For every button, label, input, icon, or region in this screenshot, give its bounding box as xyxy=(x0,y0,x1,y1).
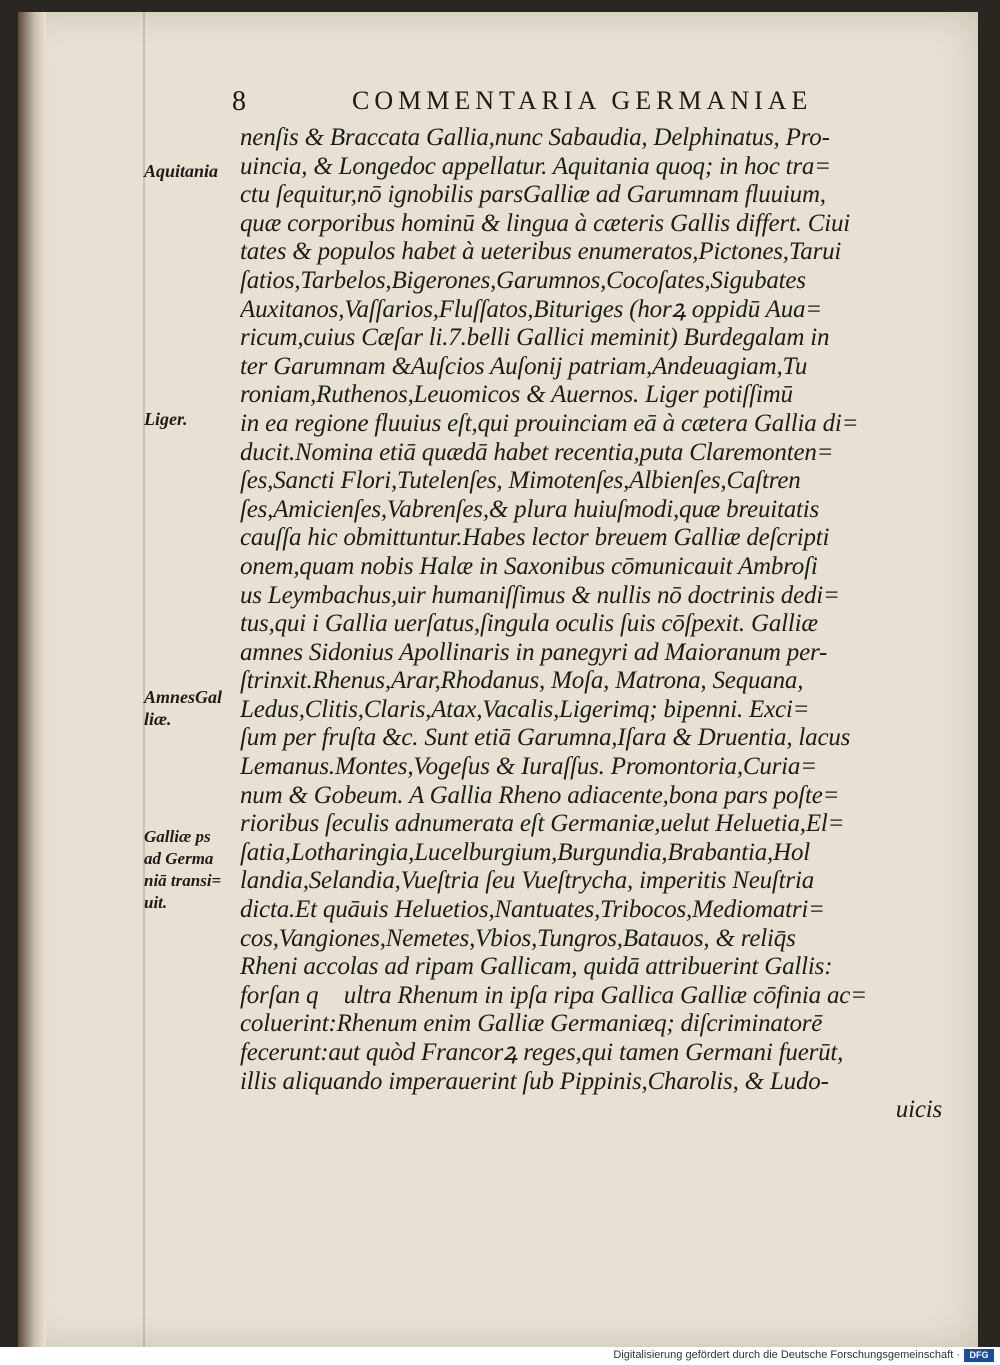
margin-note-line: AmnesGal xyxy=(144,687,223,707)
text-line: ctu ſequitur,nō ignobilis parsGalliæ ad Garumnam fluuium, xyxy=(240,181,826,209)
text-line: tates & populos habet à ueteribus enumeratos,Pictones,Tarui xyxy=(240,238,842,266)
text-line: num & Gobeum. A Gallia Rheno adiacente,bona pars poſte= xyxy=(240,781,840,809)
margin-note-line: uit. xyxy=(144,893,168,912)
margin-shadow xyxy=(143,12,145,1347)
margin-note-line: Aquitania xyxy=(144,161,219,181)
dfg-logo-icon: DFG xyxy=(964,1349,994,1362)
margin-note-galliae-pars xyxy=(144,826,244,914)
page-header xyxy=(18,86,978,126)
text-line: ſatia,Lotharingia,Lucelburgium,Burgundia,Brabantia,Hol xyxy=(240,838,811,866)
text-line: quæ corporibus hominū & lingua à cæteris Gallis differt. Ciui xyxy=(240,209,851,237)
text-line: cos,Vangiones,Nemetes,Vbios,Tungros,Batauos, & reliq̄s xyxy=(240,924,796,952)
text-line: in ea regione fluuius eſt,qui prouinciam eā à cætera Gallia di= xyxy=(240,409,859,437)
text-line: illis aliquando imperauerint ſub Pippinis,Charolis, & Ludo- xyxy=(240,1067,829,1095)
text-line: Ledus,Clitis,Claris,Atax,Vacalis,Ligerimq; bipenni. Exci= xyxy=(240,695,810,723)
book-spine xyxy=(18,12,46,1347)
text-line: ter Garumnam &Auſcios Auſonij patriam,Andeuagiam,Tu xyxy=(240,352,808,380)
text-line: coluerint:Rhenum enim Galliæ Germaniæq; diſcriminatorē xyxy=(240,1010,823,1038)
text-line: fecerunt:aut quòd Francorꝝ reges,qui tamen Germani fuerūt, xyxy=(240,1039,844,1066)
margin-note-line: ad Germa xyxy=(144,849,214,868)
digitization-footer xyxy=(0,1347,1000,1365)
text-line: Auxitanos,Vaſſarios,Fluſſatos,Bituriges (horꝝ oppidū Aua= xyxy=(240,295,822,323)
text-line: uincia, & Longedoc appellatur. Aquitania quoq; in hoc tra= xyxy=(240,152,831,180)
book-page xyxy=(18,12,978,1347)
text-line: landia,Selandia,Vueſtria ſeu Vueſtrycha, imperitis Neuſtria xyxy=(240,867,815,895)
running-title: COMMENTARIA GERMANIAE xyxy=(352,86,813,115)
text-line: onem,quam nobis Halæ in Saxonibus cōmunicauit Ambroſi xyxy=(240,552,818,580)
margin-note-line: Liger. xyxy=(144,409,188,429)
text-line: dicta.Et quāuis Heluetios,Nantuates,Tribocos,Mediomatri= xyxy=(240,896,825,924)
text-line: Rheni accolas ad ripam Gallicam, quidā attribuerint Gallis: xyxy=(240,953,833,981)
margin-note-liger xyxy=(144,408,244,430)
margin-note-line: liæ. xyxy=(144,709,172,729)
text-line: ſes,Sancti Flori,Tutelenſes, Mimotenſes,Albienſes,Caſtren xyxy=(240,467,801,495)
text-line: roniam,Ruthenos,Leuomicos & Auernos. Liger potiſſimū xyxy=(240,381,793,409)
footer-credit: Digitalisierung gefördert durch die Deutsche Forschungsgemeinschaft · xyxy=(613,1349,960,1361)
text-line: Lemanus.Montes,Vogeſus & Iuraſſus. Promontoria,Curia= xyxy=(240,753,817,781)
page-number: 8 xyxy=(232,86,246,117)
text-line: tus,qui i Gallia uerſatus,ſingula oculis ſuis cōſpexit. Galliæ xyxy=(240,610,818,638)
text-line: ducit.Nomina etiā quædā habet recentia,puta Claremonten= xyxy=(240,438,834,466)
text-line: ſum per fruſta &c. Sunt etiā Garumna,Iſara & Druentia, lacus xyxy=(240,724,851,752)
margin-note-line: niā transi= xyxy=(144,871,222,890)
text-line: ricum,cuius Cæſar li.7.belli Gallici meminit) Burdegalam in xyxy=(240,324,830,352)
margin-note-line: Galliæ ps xyxy=(144,827,211,846)
text-line: uicis xyxy=(895,1096,942,1124)
text-line: cauſſa hic obmittuntur.Habes lector breuem Galliæ deſcripti xyxy=(240,524,830,552)
body-text xyxy=(240,124,960,1125)
margin-note-aquitania xyxy=(144,160,244,182)
text-line: amnes Sidonius Apollinaris in panegyri ad Maioranum per- xyxy=(240,638,828,666)
text-line: ſes,Amicienſes,Vabrenſes,& plura huiuſmodi,quæ breuitatis xyxy=(240,495,820,523)
text-line: nenſis & Braccata Gallia,nunc Sabaudia, Delphinatus, Pro- xyxy=(240,124,830,151)
text-line: rioribus ſeculis adnumerata eſt Germaniæ,uelut Heluetia,El= xyxy=(240,810,845,838)
text-line: ſtrinxit.Rhenus,Arar,Rhodanus, Moſa, Matrona, Sequana, xyxy=(240,667,804,695)
text-line: us Leymbachus,uir humaniſſimus & nullis nō doctrinis dedi= xyxy=(240,581,840,609)
text-line: forſan q᷑ ultra Rhenum in ipſa ripa Gallica Galliæ cōfinia ac= xyxy=(240,981,867,1009)
margin-note-amnes-galliae xyxy=(144,686,244,730)
text-line: ſatios,Tarbelos,Bigerones,Garumnos,Cocoſates,Sigubates xyxy=(240,266,806,294)
